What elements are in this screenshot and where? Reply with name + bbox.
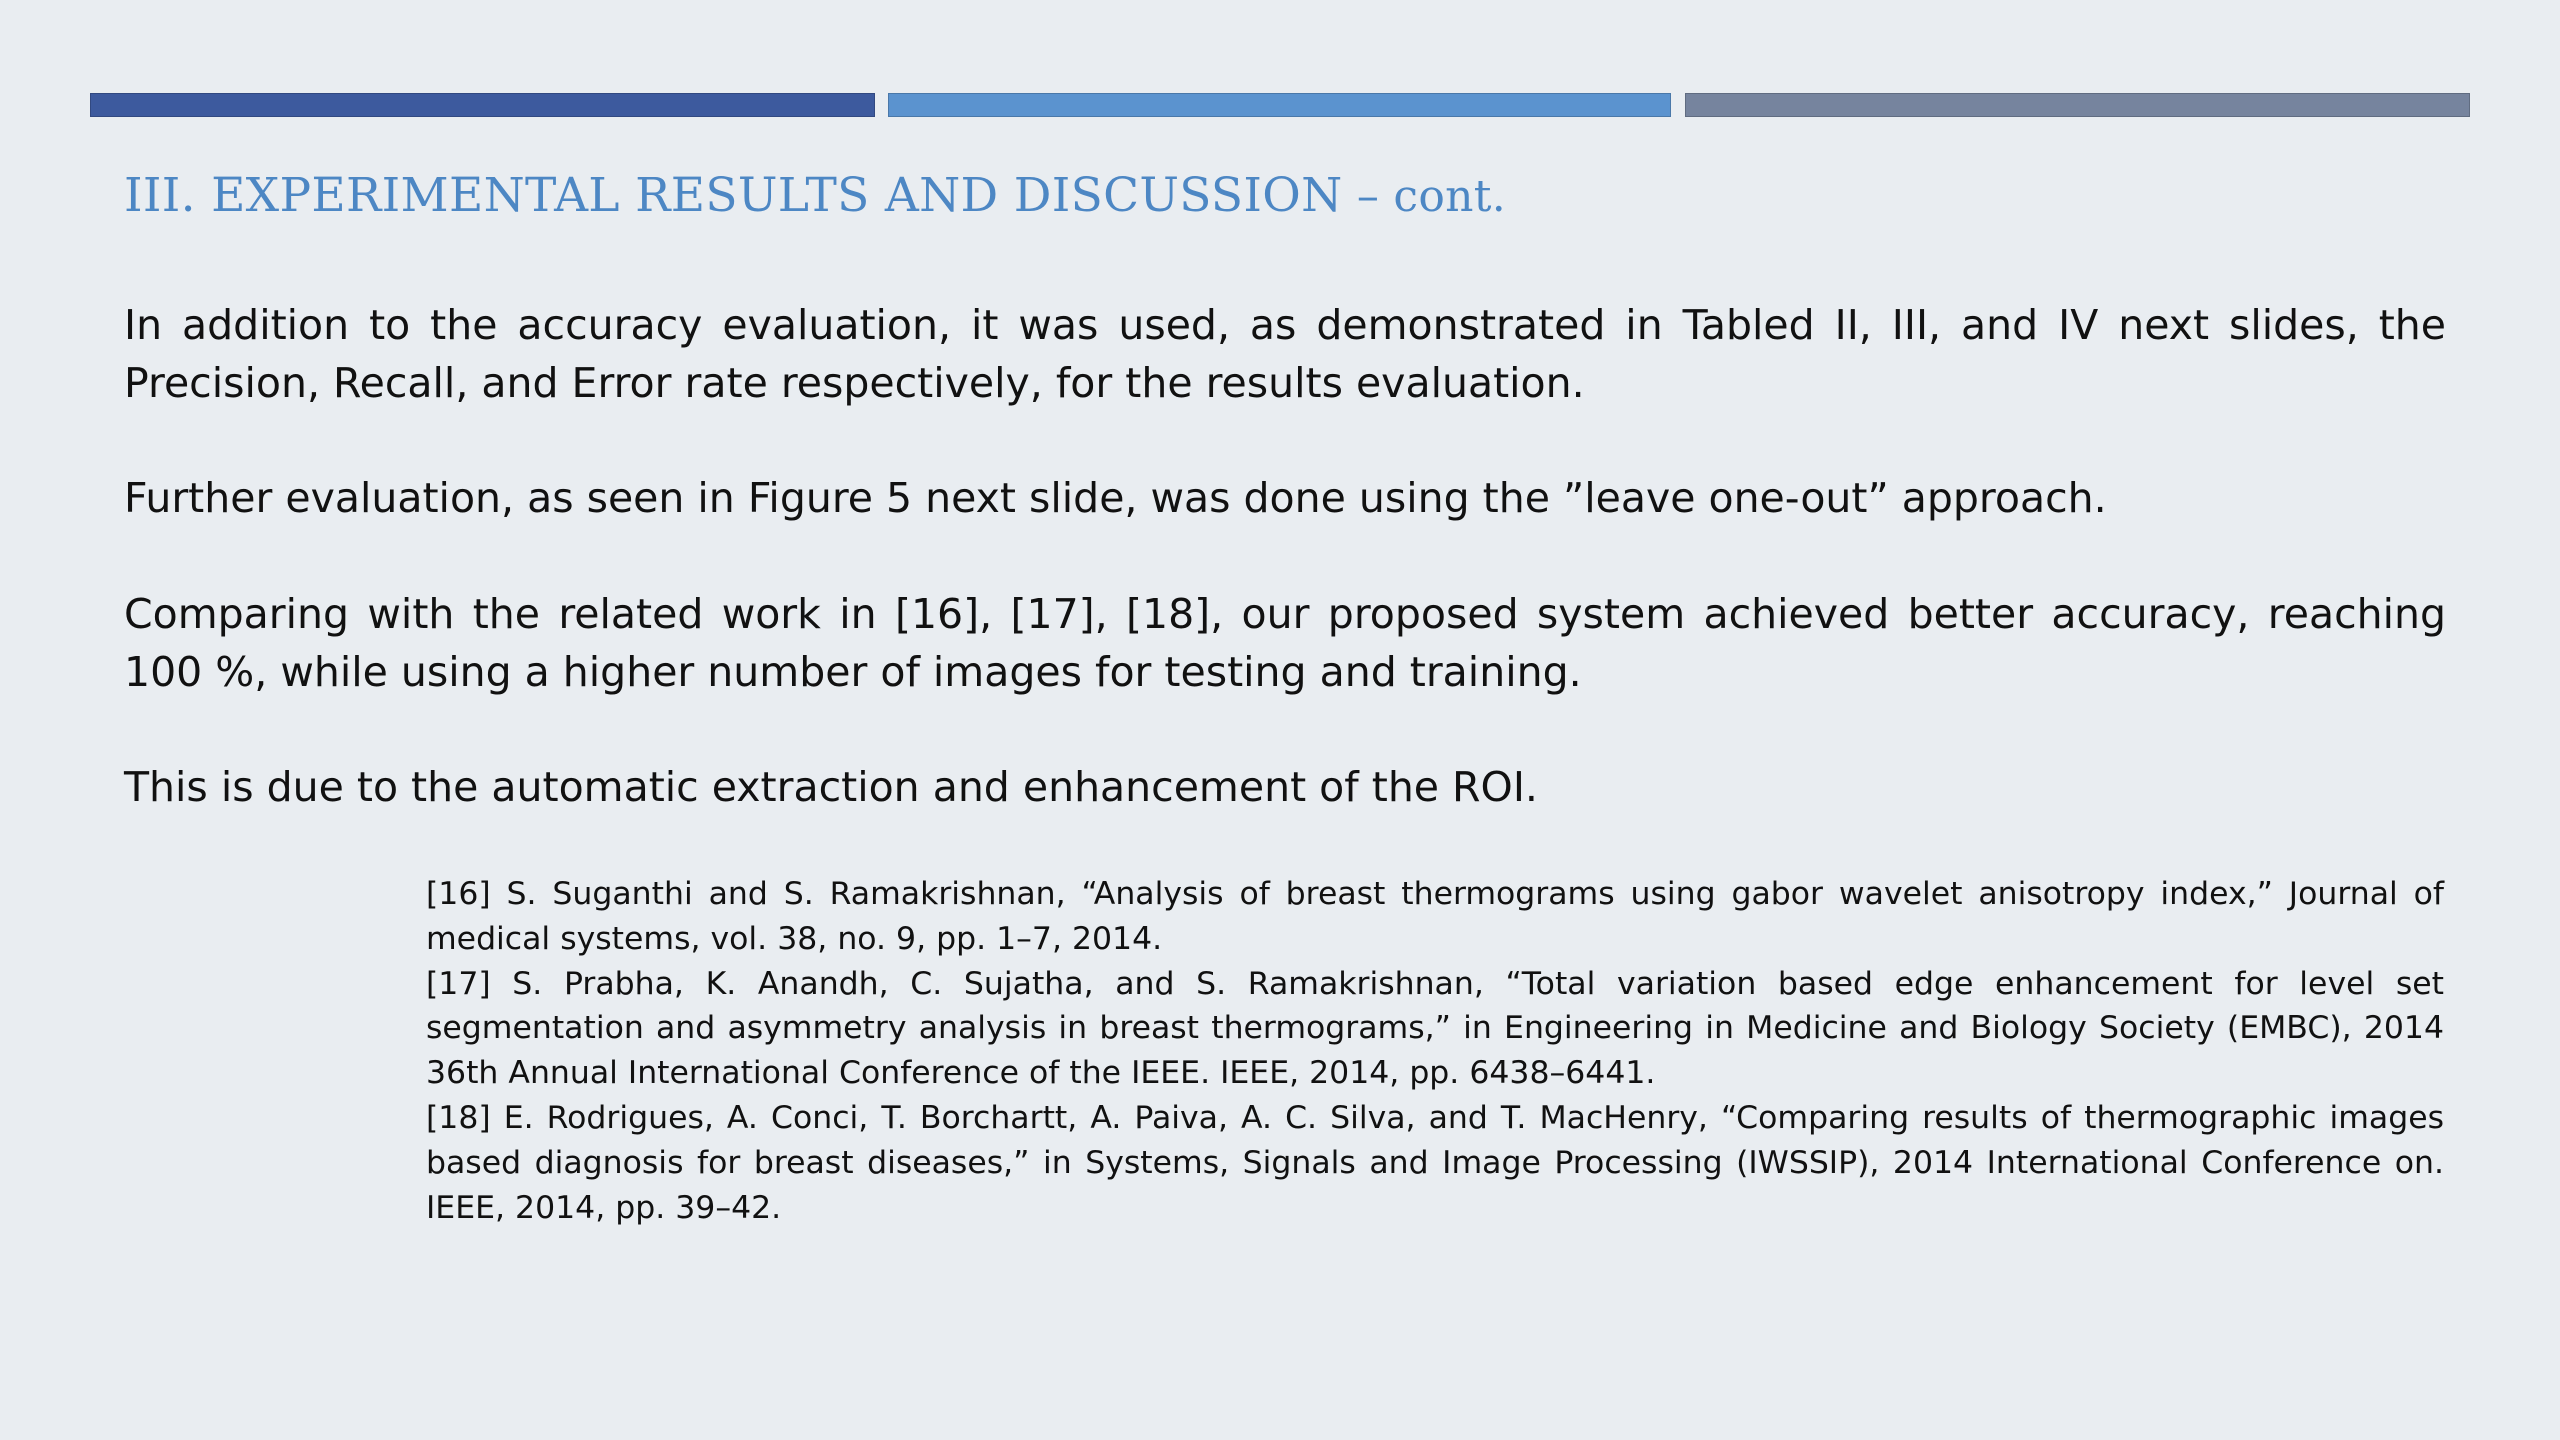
header-bar-slate <box>1685 93 2470 117</box>
header-decoration-bars <box>90 93 2470 119</box>
slide-title-text: III. EXPERIMENTAL RESULTS AND DISCUSSION <box>124 168 1343 223</box>
references-block <box>426 872 2444 1230</box>
body-paragraph: Further evaluation, as seen in Figure 5 next slide, was done using the ”leave one-out” approach. <box>124 474 2107 522</box>
reference-item: [16] S. Suganthi and S. Ramakrishnan, “Analysis of breast thermograms using gabor wavelet anisotropy index,” Journal of medical systems, vol. 38, no. 9, pp. 1–7, 2014. <box>426 876 2444 957</box>
slide-title <box>124 168 1506 223</box>
body-paragraph: In addition to the accuracy evaluation, it was used, as demonstrated in Tabled II, III, and IV next slides, the Precision, Recall, and Error rate respectively, for the results evaluation. <box>124 301 2446 407</box>
body-paragraph: Comparing with the related work in [16], [17], [18], our proposed system achieved better accuracy, reaching 100 %, while using a higher number of images for testing and training. <box>124 590 2446 696</box>
reference-item: [17] S. Prabha, K. Anandh, C. Sujatha, and S. Ramakrishnan, “Total variation based edge enhancement for level set segmentation and asymmetry analysis in breast thermograms,” in Engineering in Medicine and Biology Society (EMBC), 2014 36th Annual International Conference of the IEEE. IEEE, 2014, pp. 6438–6441. <box>426 965 2444 1092</box>
body-paragraph: This is due to the automatic extraction and enhancement of the ROI. <box>124 763 1538 811</box>
slide-title-suffix: – cont. <box>1342 171 1507 222</box>
header-bar-light-blue <box>888 93 1671 117</box>
reference-item: [18] E. Rodrigues, A. Conci, T. Borchartt, A. Paiva, A. C. Silva, and T. MacHenry, “Comparing results of thermographic images based diagnosis for breast diseases,” in Systems, Signals and Image Processing (IWSSIP), 2014 International Conference on. IEEE, 2014, pp. 39–42. <box>426 1099 2444 1226</box>
header-bar-dark-blue <box>90 93 875 117</box>
